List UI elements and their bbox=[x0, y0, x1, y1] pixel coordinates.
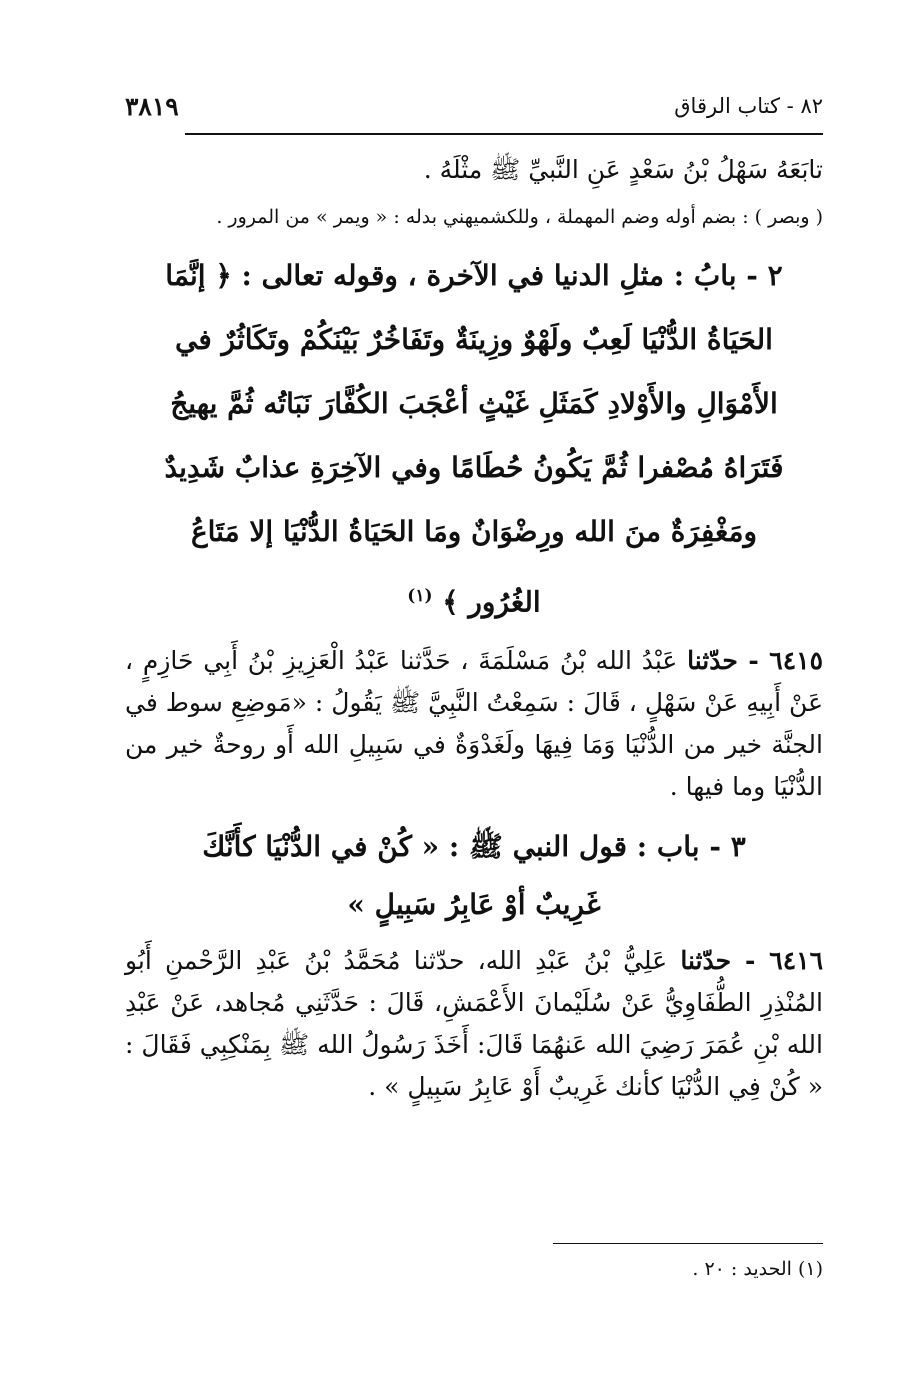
chapter-heading-2 bbox=[155, 244, 793, 634]
chapter-heading-3-text: ٣ - باب : قول النبي ﷺ : « كُنْ في الدُّنْيَا كأَنَّكَ غَرِيبٌ أوْ عَابِرُ سَبِيلٍ » bbox=[202, 830, 746, 922]
hadith-6416 bbox=[125, 940, 823, 1108]
chapter-heading-2-text: ٢ - بابُ : مثلِ الدنيا في الآخرة ، وقوله تعالى : ﴿ إنَّمَا الحَيَاةُ الدُّنْيَا لَعِبٌ ولَهْوٌ وزِينَةٌ وتَفَاخُرٌ بَيْنَكُمْ وتَكَاثُرٌ في الأَمْوَالِ والأَوْلادِ كَمَثَلِ غَيْثٍ أعْجَبَ الكُفَّارَ نَبَاتُه ثُمَّ يهيجُ فَتَرَاهُ مُصْفرا ثُمَّ يَكُونُ حُطَامًا وفي الآخِرَةِ عذابٌ شَدِيدٌ ومَغْفِرَةٌ منَ الله ورِضْوَانٌ ومَا الحَيَاةُ الدُّنْيَا إلا مَتَاعُ الغُرُور ﴾ bbox=[164, 259, 784, 619]
page-body bbox=[125, 150, 823, 1108]
header-divider bbox=[185, 133, 823, 135]
footnote: (١) الحديد : ٢٠ . bbox=[692, 1258, 823, 1280]
page-number: ٣٨١٩ bbox=[125, 91, 179, 121]
hadith-6415 bbox=[125, 640, 823, 808]
page-header bbox=[125, 88, 823, 124]
hadith-6415-text: عَبْدُ الله بْنُ مَسْلَمَةَ ، حَدَّثنا عَبْدُ الْعَزِيزِ بْنُ أَبِي حَازِمٍ ، عَنْ أَبِيهِ عَنْ سَهْلٍ ، قَالَ : سَمِعْتُ النَّبِيَّ ﷺ يَقُولُ : «مَوضِعِ سوط في الجنَّة خير من الدُّنْيَا وَمَا فِيهَا ولَغَدْوَةٌ في سَبِيلِ الله أَو روحةٌ خير من الدُّنْيَا وما فيها . bbox=[125, 646, 823, 802]
commentary-note: ( وبصر ) : بضم أوله وضم المهملة ، وللكشميهني بدله : « ويمر » من المرور . bbox=[216, 206, 823, 228]
footnote-reference: (١) bbox=[407, 586, 433, 606]
hadith-6415-number: ٦٤١٥ - حدّثنا bbox=[687, 646, 823, 676]
footnote-divider bbox=[553, 1243, 823, 1244]
hadith-6416-text: عَلِيُّ بْنُ عَبْدِ الله، حدّثنا مُحَمَّدُ بْنُ عَبْدِ الرَّحْمنِ أَبُو المُنْذِرِ الطُّفَاوِيُّ عَنْ سُلَيْمانَ الأَعْمَشِ، قَالَ : حَدَّثَنِي مُجاهد، عَنْ عَبْدِ الله بْنِ عُمَرَ رَضِيَ الله عَنهُمَا قَالَ: أَخَذَ رَسُولُ الله ﷺ بِمَنْكِبِي فَقَالَ : « كُنْ فِي الدُّنْيَا كأنك غَرِيبٌ أَوْ عَابِرُ سَبِيلٍ » . bbox=[125, 946, 823, 1102]
chapter-title: ٨٢ - كتاب الرقاق bbox=[674, 94, 823, 118]
chapter-heading-3 bbox=[165, 818, 783, 934]
hadith-tail: تابَعَهُ سَهْلُ بْنُ سَعْدٍ عَنِ النَّبيِّ ﷺ مثْلَهُ . bbox=[423, 155, 823, 184]
hadith-6416-number: ٦٤١٦ - حدّثنا bbox=[680, 946, 824, 976]
